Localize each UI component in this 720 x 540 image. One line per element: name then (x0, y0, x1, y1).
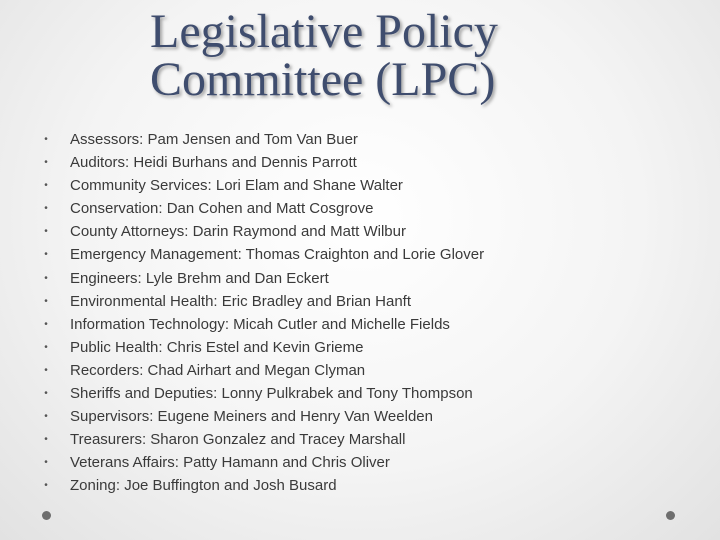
list-item (40, 174, 680, 197)
bullet-icon: • (44, 157, 48, 169)
bullet-icon: • (44, 364, 48, 376)
list-item-text: Zoning: Joe Buffington and Josh Busard (70, 477, 337, 495)
slide-title-line-1: Legislative Policy (150, 5, 498, 58)
list-item (40, 336, 680, 359)
bullet-icon: • (44, 226, 48, 238)
list-item (40, 359, 680, 382)
list-item-text: Conservation: Dan Cohen and Matt Cosgrove (70, 200, 374, 218)
list-item-text: Treasurers: Sharon Gonzalez and Tracey Marshall (70, 431, 406, 449)
list-item (40, 428, 680, 451)
list-item (40, 290, 680, 313)
bullet-icon: • (44, 388, 48, 400)
list-item (40, 451, 680, 474)
bullet-icon: • (44, 249, 48, 261)
list-item-text: Environmental Health: Eric Bradley and Brian Hanft (70, 292, 412, 310)
list-item-text: Information Technology: Micah Cutler and Michelle Fields (70, 315, 450, 333)
list-item-text: Veterans Affairs: Patty Hamann and Chris Oliver (70, 454, 390, 472)
list-item-text: County Attorneys: Darin Raymond and Matt Wilbur (70, 223, 406, 241)
list-item (40, 267, 680, 290)
list-item-text: Engineers: Lyle Brehm and Dan Eckert (70, 269, 329, 287)
list-item-text: Recorders: Chad Airhart and Megan Clyman (70, 361, 366, 379)
bullet-icon: • (44, 180, 48, 192)
list-item-text: Community Services: Lori Elam and Shane Walter (70, 177, 403, 195)
list-item (40, 382, 680, 405)
bullet-icon: • (44, 480, 48, 492)
decorative-dot-right (666, 511, 675, 520)
list-item (40, 128, 680, 151)
slide-title (150, 5, 580, 106)
list-item-text: Supervisors: Eugene Meiners and Henry Van Weelden (70, 408, 433, 426)
slide-title-line-2: Committee (LPC) (150, 53, 496, 106)
list-item-text: Public Health: Chris Estel and Kevin Grieme (70, 338, 364, 356)
bullet-icon: • (44, 134, 48, 145)
list-item (40, 313, 680, 336)
bullet-icon: • (44, 203, 48, 215)
bullet-icon: • (44, 457, 48, 469)
member-list (40, 128, 680, 498)
list-item (40, 405, 680, 428)
list-item (40, 220, 680, 243)
list-item-text: Sheriffs and Deputies: Lonny Pulkrabek and Tony Thompson (70, 385, 473, 403)
bullet-icon: • (44, 318, 48, 330)
list-item (40, 197, 680, 220)
list-item (40, 151, 680, 174)
bullet-icon: • (44, 272, 48, 284)
bullet-icon: • (44, 411, 48, 423)
decorative-dot-left (42, 511, 51, 520)
bullet-icon: • (44, 434, 48, 446)
list-item (40, 474, 680, 497)
bullet-icon: • (44, 295, 48, 307)
list-item-text: Auditors: Heidi Burhans and Dennis Parrott (70, 154, 357, 172)
list-item-text: Emergency Management: Thomas Craighton and Lorie Glover (70, 246, 485, 264)
list-item (40, 243, 680, 266)
list-item-text: Assessors: Pam Jensen and Tom Van Buer (70, 131, 358, 148)
bullet-icon: • (44, 341, 48, 353)
